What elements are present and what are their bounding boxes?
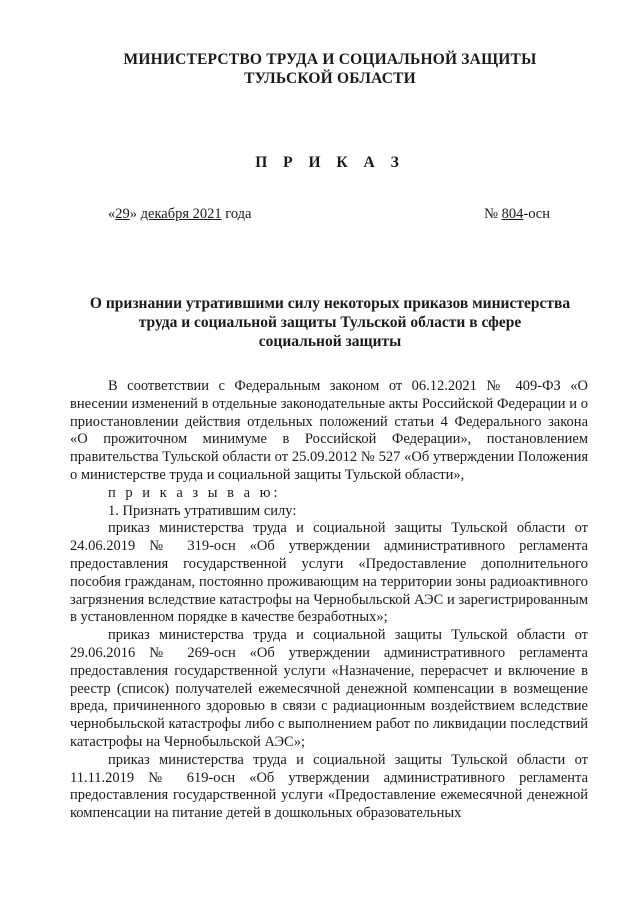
number-value: 804	[501, 206, 524, 222]
order-subject	[70, 294, 590, 351]
subject-line-3: социальной защиты	[258, 333, 402, 350]
order-date	[108, 206, 251, 223]
decree-word: п р и к а з ы в а ю:	[108, 484, 281, 501]
org-name-line-1: МИНИСТЕРСТВО ТРУДА И СОЦИАЛЬНОЙ ЗАЩИТЫ	[123, 51, 537, 68]
order-body	[70, 378, 588, 823]
date-day: 29	[115, 206, 130, 222]
document-type-title: П Р И К А З	[255, 154, 405, 171]
date-suffix: года	[221, 206, 252, 222]
item-1-paragraph: 1. Признать утратившим силу:	[108, 502, 297, 519]
subject-line-2: труда и социальной защиты Тульской области в сфере	[138, 314, 522, 331]
number-suffix: -осн	[523, 206, 550, 222]
repealed-order-1: приказ министерства труда и социальной защиты Тульской области от 24.06.2019 № 319-осн «Об утверждении административного регламента предоставления государственной услуги «Предоставление дополнительного пособия гражданам, постоянно проживающим на территории зоны радиоактивного загрязнения вследствие катастрофы на Чернобыльской АЭС и зарегистрированным в установленном порядке в качестве безработных»;	[70, 520, 588, 626]
date-close-quote: »	[129, 206, 137, 222]
org-name-line-2: ТУЛЬСКОЙ ОБЛАСТИ	[244, 70, 416, 87]
subject-line-1: О признании утратившими силу некоторых приказов министерства	[89, 295, 571, 312]
number-prefix: №	[484, 206, 502, 222]
date-open-quote: «	[108, 206, 116, 222]
order-number	[484, 206, 550, 223]
date-month-year: декабря 2021	[140, 206, 222, 222]
preamble-paragraph: В соответствии с Федеральным законом от 06.12.2021 № 409-ФЗ «О внесении изменений в отдельные законодательные акты Российской Федерации и о приостановлении действия отдельных положений статьи 4 Федерального закона «О прожиточном минимуме в Российской Федерации», постановлением правительства Тульской области от 25.09.2012 № 527 «Об утверждении Положения о министерстве труда и социальной защиты Тульской области»,	[70, 378, 588, 483]
organization-header	[70, 50, 590, 88]
repealed-order-2: приказ министерства труда и социальной защиты Тульской области от 29.06.2016 № 269-осн «Об утверждении административного регламента предоставления государственной услуги «Назначение, перерасчет и включение в реестр (список) получателей ежемесячной денежной компенсации в возмещение вреда, причиненного здоровью в связи с радиационным воздействием вследствие чернобыльской катастрофы либо с выполнением работ по ликвидации последствий катастрофы на Чернобыльской АЭС»;	[70, 627, 588, 750]
repealed-order-3: приказ министерства труда и социальной защиты Тульской области от 11.11.2019 № 619-осн «Об утверждении административного регламента предоставления государственной услуги «Предоставление ежемесячной денежной компенсации на питание детей в дошкольных образовательных	[70, 751, 588, 822]
